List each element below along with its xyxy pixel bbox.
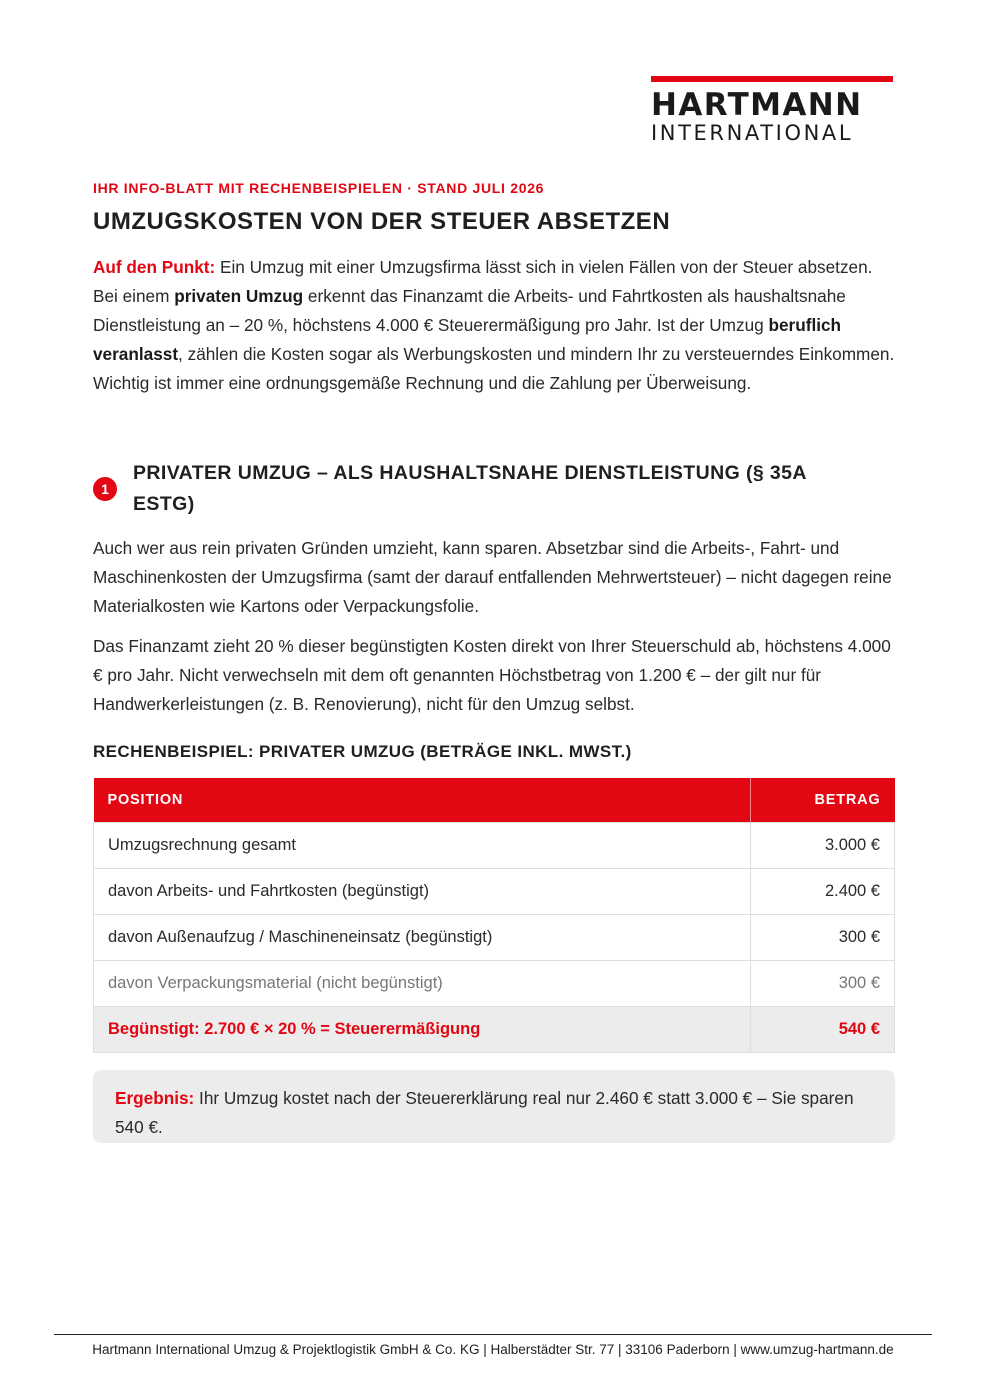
footer-company-info: Hartmann International Umzug & Projektlogistik GmbH & Co. KG | Halberstädter Str. 77 | 33106 Paderborn | www.umzug-hartmann.de <box>92 1342 894 1357</box>
logo-wordmark-main: HARTMANN <box>651 87 863 123</box>
section-number-badge: 1 <box>93 477 117 501</box>
lead-emphasis-professional: beruflich veranlasst <box>93 315 842 364</box>
result-label: Ergebnis: <box>115 1088 195 1108</box>
row-amount: 300 € <box>750 961 895 1007</box>
lead-emphasis-private: privaten Umzug <box>174 286 304 306</box>
table-row <box>94 869 895 915</box>
table-total-row <box>94 1007 895 1053</box>
column-header-amount: BETRAG <box>750 778 895 823</box>
row-label: Umzugsrechnung gesamt <box>94 823 751 869</box>
row-amount: 2.400 € <box>750 869 895 915</box>
lead-label: Auf den Punkt: <box>93 257 216 277</box>
total-amount: 540 € <box>750 1007 895 1053</box>
result-callout <box>93 1070 895 1143</box>
row-amount: 3.000 € <box>750 823 895 869</box>
section-paragraph-1: Auch wer aus rein privaten Gründen umzieht, kann sparen. Absetzbar sind die Arbeits-, Fahrt- und Maschinenkosten der Umzugsfirma (samt der darauf entfallenden Mehrwertsteuer) – nicht dagegen reine Materialkosten wie Kartons oder Verpackungsfolie. <box>93 538 892 616</box>
table-row <box>94 915 895 961</box>
section-paragraph-2: Das Finanzamt zieht 20 % dieser begünstigten Kosten direkt von Ihrer Steuerschuld ab, höchstens 4.000 € pro Jahr. Nicht verwechseln mit dem oft genannten Höchstbetrag von 1.200 € – der gilt nur für Handwerkerleistungen (z. B. Renovierung), nicht für den Umzug selbst. <box>93 636 891 714</box>
lead-text-2: erkennt das Finanzamt die Arbeits- und Fahrtkosten als haushaltsnahe Dienstleistung an – 20 %, höchstens 4.000 € Steuerermäßigung pro Jahr. Ist der Umzug <box>93 286 846 335</box>
lead-text-1: Ein Umzug mit einer Umzugsfirma lässt sich in vielen Fällen von der Steuer absetzen. Bei einem <box>93 257 873 306</box>
result-text: Ihr Umzug kostet nach der Steuererklärung real nur 2.460 € statt 3.000 € – Sie sparen 540 €. <box>115 1088 854 1137</box>
table-row <box>94 823 895 869</box>
table-row <box>94 961 895 1007</box>
logo-wordmark-sub: INTERNATIONAL <box>651 121 854 145</box>
page-title: UMZUGSKOSTEN VON DER STEUER ABSETZEN <box>93 208 671 235</box>
example-heading: RECHENBEISPIEL: PRIVATER UMZUG (BETRÄGE INKL. MWST.) <box>93 742 632 761</box>
column-header-position: POSITION <box>94 778 751 823</box>
section-title: PRIVATER UMZUG – ALS HAUSHALTSNAHE DIENSTLEISTUNG (§ 35A ESTG) <box>133 462 807 515</box>
total-label: Begünstigt: 2.700 € × 20 % = Steuerermäßigung <box>94 1007 751 1053</box>
table-header-row <box>94 778 895 823</box>
calculation-table <box>93 778 895 1053</box>
lead-paragraph <box>93 253 898 398</box>
row-label: davon Arbeits- und Fahrtkosten (begünstigt) <box>94 869 751 915</box>
footer-divider <box>54 1334 932 1335</box>
row-label: davon Außenaufzug / Maschineneinsatz (begünstigt) <box>94 915 751 961</box>
lead-text-3: , zählen die Kosten sogar als Werbungskosten und mindern Ihr zu versteuerndes Einkommen. Wichtig ist immer eine ordnungsgemäße Rechnung und die Zahlung per Überweisung. <box>93 344 895 393</box>
logo-accent-bar <box>651 76 893 82</box>
document-kicker: IHR INFO-BLATT MIT RECHENBEISPIELEN · STAND JULI 2026 <box>93 180 545 196</box>
row-amount: 300 € <box>750 915 895 961</box>
row-label: davon Verpackungsmaterial (nicht begünstigt) <box>94 961 751 1007</box>
company-logo <box>651 76 893 144</box>
